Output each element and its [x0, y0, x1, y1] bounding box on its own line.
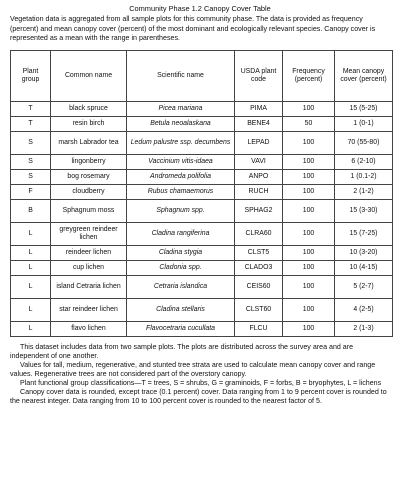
- table-row: [11, 101, 393, 116]
- cell-mean-cover: 10 (4-15): [335, 260, 393, 275]
- cell-mean-cover: 15 (5-25): [335, 101, 393, 116]
- cell-common-name: greygreen reindeer lichen: [51, 222, 127, 245]
- header-usda-code: USDA plant code: [235, 50, 283, 101]
- cell-common-name: Sphagnum moss: [51, 199, 127, 222]
- cell-mean-cover: 15 (3-30): [335, 199, 393, 222]
- cell-scientific-name: Cladina rangiferina: [127, 222, 235, 245]
- cell-scientific-name: Vaccinium vitis-idaea: [127, 154, 235, 169]
- cell-plant-group: L: [11, 245, 51, 260]
- cell-frequency: 100: [283, 101, 335, 116]
- table-row: [11, 298, 393, 321]
- header-common-name: Common name: [51, 50, 127, 101]
- table-row: [11, 260, 393, 275]
- cell-common-name: black spruce: [51, 101, 127, 116]
- cell-common-name: cup lichen: [51, 260, 127, 275]
- document-page: [0, 4, 400, 484]
- cell-usda-code: FLCU: [235, 321, 283, 336]
- cell-usda-code: CLRA60: [235, 222, 283, 245]
- cell-usda-code: CLST60: [235, 298, 283, 321]
- cell-plant-group: T: [11, 116, 51, 131]
- note-paragraph: This dataset includes data from two sample plots. The plots are distributed across the survey area and are independent of one another.: [10, 342, 354, 360]
- cell-plant-group: F: [11, 184, 51, 199]
- cell-frequency: 100: [283, 199, 335, 222]
- cell-scientific-name: Cladonia spp.: [127, 260, 235, 275]
- table-row: [11, 184, 393, 199]
- cell-usda-code: SPHAG2: [235, 199, 283, 222]
- notes-section: [10, 343, 390, 406]
- cell-scientific-name: Picea mariana: [127, 101, 235, 116]
- table-row: [11, 275, 393, 298]
- table-row: [11, 222, 393, 245]
- cell-frequency: 100: [283, 321, 335, 336]
- note-paragraph: Values for tall, medium, regenerative, and stunted tree strata are used to calculate mean canopy cover and range values. Regenerative trees are not considered part of the overstory canopy.: [10, 360, 376, 378]
- cell-mean-cover: 10 (3-20): [335, 245, 393, 260]
- cell-usda-code: CEIS60: [235, 275, 283, 298]
- table-row: [11, 131, 393, 154]
- cell-plant-group: L: [11, 321, 51, 336]
- cell-usda-code: CLST5: [235, 245, 283, 260]
- cell-common-name: marsh Labrador tea: [51, 131, 127, 154]
- cell-plant-group: S: [11, 154, 51, 169]
- cell-frequency: 100: [283, 154, 335, 169]
- cell-common-name: resin birch: [51, 116, 127, 131]
- cell-frequency: 100: [283, 275, 335, 298]
- header-scientific-name: Scientific name: [127, 50, 235, 101]
- cell-scientific-name: Cladina stellaris: [127, 298, 235, 321]
- table-row: [11, 199, 393, 222]
- cell-common-name: bog rosemary: [51, 169, 127, 184]
- cell-plant-group: L: [11, 260, 51, 275]
- cell-common-name: flavo lichen: [51, 321, 127, 336]
- cell-plant-group: L: [11, 222, 51, 245]
- cell-frequency: 100: [283, 222, 335, 245]
- cell-scientific-name: Cetraria islandica: [127, 275, 235, 298]
- table-row: [11, 245, 393, 260]
- table-row: [11, 169, 393, 184]
- cell-frequency: 50: [283, 116, 335, 131]
- table-header-row: [11, 50, 393, 101]
- cell-mean-cover: 1 (0.1-2): [335, 169, 393, 184]
- page-title: Community Phase 1.2 Canopy Cover Table: [129, 4, 271, 13]
- cell-mean-cover: 4 (2-5): [335, 298, 393, 321]
- cell-scientific-name: Cladina stygia: [127, 245, 235, 260]
- cell-frequency: 100: [283, 260, 335, 275]
- cell-common-name: reindeer lichen: [51, 245, 127, 260]
- cell-frequency: 100: [283, 184, 335, 199]
- cell-plant-group: L: [11, 275, 51, 298]
- cell-usda-code: LEPAD: [235, 131, 283, 154]
- cell-plant-group: T: [11, 101, 51, 116]
- cell-common-name: island Cetraria lichen: [51, 275, 127, 298]
- header-plant-group: Plant group: [11, 50, 51, 101]
- cell-plant-group: B: [11, 199, 51, 222]
- table-row: [11, 154, 393, 169]
- header-frequency: Frequency (percent): [283, 50, 335, 101]
- table-body: [11, 101, 393, 336]
- cell-scientific-name: Andromeda polifolia: [127, 169, 235, 184]
- cell-mean-cover: 15 (7-25): [335, 222, 393, 245]
- cell-usda-code: PIMA: [235, 101, 283, 116]
- cell-frequency: 100: [283, 245, 335, 260]
- cell-mean-cover: 2 (1-3): [335, 321, 393, 336]
- note-paragraph: Canopy cover data is rounded, except trace (0.1 percent) cover. Data ranging from 1 to 9 percent cover is rounded to the nearest integer. Data ranging from 10 to 100 percent cover is rounded to the nearest factor of 5.: [10, 387, 387, 405]
- cell-scientific-name: Ledum palustre ssp. decumbens: [127, 131, 235, 154]
- header-mean-cover: Mean canopy cover (percent): [335, 50, 393, 101]
- cell-plant-group: L: [11, 298, 51, 321]
- cell-plant-group: S: [11, 169, 51, 184]
- cell-usda-code: VAVI: [235, 154, 283, 169]
- cell-usda-code: RUCH: [235, 184, 283, 199]
- note-paragraph: Plant functional group classifications—T = trees, S = shrubs, G = graminoids, F = forbs, B = bryophytes, L = lichens: [20, 378, 382, 387]
- cell-mean-cover: 70 (55-80): [335, 131, 393, 154]
- cell-scientific-name: Rubus chamaemorus: [127, 184, 235, 199]
- cell-mean-cover: 2 (1-2): [335, 184, 393, 199]
- cell-mean-cover: 5 (2-7): [335, 275, 393, 298]
- table-row: [11, 116, 393, 131]
- cell-plant-group: S: [11, 131, 51, 154]
- cell-common-name: lingonberry: [51, 154, 127, 169]
- cell-usda-code: BENE4: [235, 116, 283, 131]
- cell-common-name: cloudberry: [51, 184, 127, 199]
- cell-mean-cover: 6 (2-10): [335, 154, 393, 169]
- canopy-cover-table: [10, 50, 393, 337]
- cell-common-name: star reindeer lichen: [51, 298, 127, 321]
- table-row: [11, 321, 393, 336]
- cell-scientific-name: Flavocetraria cucullata: [127, 321, 235, 336]
- cell-frequency: 100: [283, 131, 335, 154]
- cell-usda-code: ANPO: [235, 169, 283, 184]
- intro-paragraph: Vegetation data is aggregated from all sample plots for this community phase. The data is provided as frequency (percent) and mean canopy cover (percent) of the most dominant and ecologically relevant species. Canopy cover is represented as a mean with the range in parentheses.: [10, 15, 376, 42]
- cell-scientific-name: Sphagnum spp.: [127, 199, 235, 222]
- cell-scientific-name: Betula neoalaskana: [127, 116, 235, 131]
- cell-frequency: 100: [283, 298, 335, 321]
- cell-frequency: 100: [283, 169, 335, 184]
- cell-usda-code: CLADO3: [235, 260, 283, 275]
- cell-mean-cover: 1 (0-1): [335, 116, 393, 131]
